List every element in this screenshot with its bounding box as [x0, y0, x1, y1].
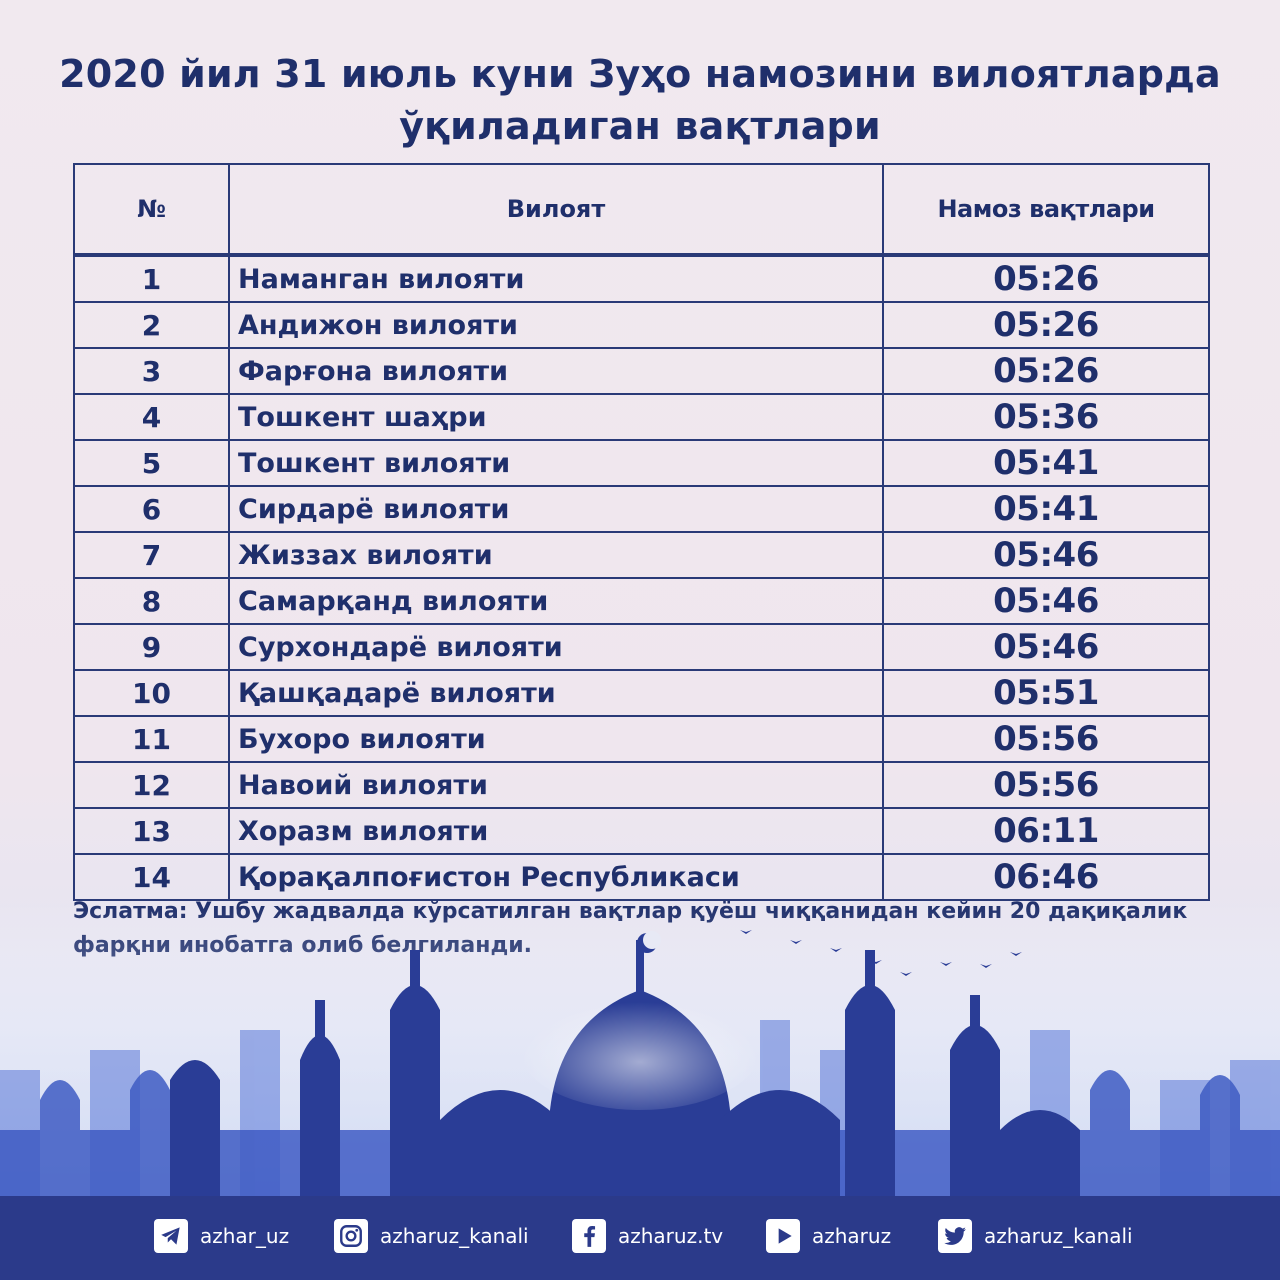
social-handle: azharuz_kanali — [380, 1224, 529, 1248]
social-youtube[interactable] — [766, 1216, 891, 1256]
page-title — [0, 48, 1280, 152]
table-row — [74, 394, 1209, 440]
table-row — [74, 302, 1209, 348]
row-number: 11 — [74, 716, 229, 762]
row-number: 8 — [74, 578, 229, 624]
row-region: Қорақалпоғистон Республикаси — [229, 854, 883, 900]
row-number: 13 — [74, 808, 229, 854]
table-row — [74, 532, 1209, 578]
row-region: Тошкент шаҳри — [229, 394, 883, 440]
row-time: 05:36 — [883, 394, 1209, 440]
social-facebook[interactable] — [572, 1216, 723, 1256]
row-region: Хоразм вилояти — [229, 808, 883, 854]
table-row — [74, 255, 1209, 302]
row-time: 05:26 — [883, 255, 1209, 302]
row-time: 05:41 — [883, 486, 1209, 532]
row-region: Сурхондарё вилояти — [229, 624, 883, 670]
title-line-1: 2020 йил 31 июль куни Зуҳо намозини вилоятларда — [59, 52, 1221, 96]
row-region: Андижон вилояти — [229, 302, 883, 348]
table-row — [74, 808, 1209, 854]
prayer-times-table — [73, 163, 1210, 901]
row-number: 9 — [74, 624, 229, 670]
row-time: 05:46 — [883, 532, 1209, 578]
column-header-region: Вилоят — [229, 164, 883, 255]
row-region: Тошкент вилояти — [229, 440, 883, 486]
telegram-icon — [154, 1219, 188, 1253]
row-region: Қашқадарё вилояти — [229, 670, 883, 716]
youtube-icon — [766, 1219, 800, 1253]
row-region: Жиззах вилояти — [229, 532, 883, 578]
row-number: 10 — [74, 670, 229, 716]
row-region: Навоий вилояти — [229, 762, 883, 808]
table-row — [74, 624, 1209, 670]
row-number: 7 — [74, 532, 229, 578]
row-number: 5 — [74, 440, 229, 486]
social-handle: azharuz.tv — [618, 1224, 724, 1248]
row-time: 05:46 — [883, 624, 1209, 670]
social-telegram[interactable] — [154, 1216, 289, 1256]
social-twitter[interactable] — [938, 1216, 1133, 1256]
social-handle: azharuz — [812, 1224, 892, 1248]
row-region: Наманган вилояти — [229, 255, 883, 302]
row-number: 4 — [74, 394, 229, 440]
social-handle: azharuz_kanali — [984, 1224, 1133, 1248]
table-header-row — [74, 164, 1209, 255]
row-region: Бухоро вилояти — [229, 716, 883, 762]
twitter-icon — [938, 1219, 972, 1253]
social-handle: azhar_uz — [200, 1224, 290, 1248]
column-header-number: № — [74, 164, 229, 255]
row-time: 05:51 — [883, 670, 1209, 716]
row-number: 14 — [74, 854, 229, 900]
table-row — [74, 486, 1209, 532]
table-row — [74, 716, 1209, 762]
row-time: 05:46 — [883, 578, 1209, 624]
row-time: 05:56 — [883, 762, 1209, 808]
title-line-2: ўқиладиган вақтлари — [399, 104, 881, 148]
social-instagram[interactable] — [334, 1216, 529, 1256]
row-region: Фарғона вилояти — [229, 348, 883, 394]
row-time: 05:26 — [883, 348, 1209, 394]
table-row — [74, 578, 1209, 624]
row-time: 05:56 — [883, 716, 1209, 762]
row-region: Самарқанд вилояти — [229, 578, 883, 624]
row-number: 6 — [74, 486, 229, 532]
row-time: 06:11 — [883, 808, 1209, 854]
table-row — [74, 670, 1209, 716]
row-number: 1 — [74, 255, 229, 302]
table-row — [74, 762, 1209, 808]
facebook-icon — [572, 1219, 606, 1253]
row-time: 06:46 — [883, 854, 1209, 900]
row-number: 12 — [74, 762, 229, 808]
row-number: 3 — [74, 348, 229, 394]
row-time: 05:26 — [883, 302, 1209, 348]
row-time: 05:41 — [883, 440, 1209, 486]
table-row — [74, 348, 1209, 394]
table-row — [74, 440, 1209, 486]
instagram-icon — [334, 1219, 368, 1253]
mosque-skyline-illustration — [0, 900, 1280, 1200]
column-header-time: Намоз вақтлари — [883, 164, 1209, 255]
row-region: Сирдарё вилояти — [229, 486, 883, 532]
row-number: 2 — [74, 302, 229, 348]
table-row — [74, 854, 1209, 900]
